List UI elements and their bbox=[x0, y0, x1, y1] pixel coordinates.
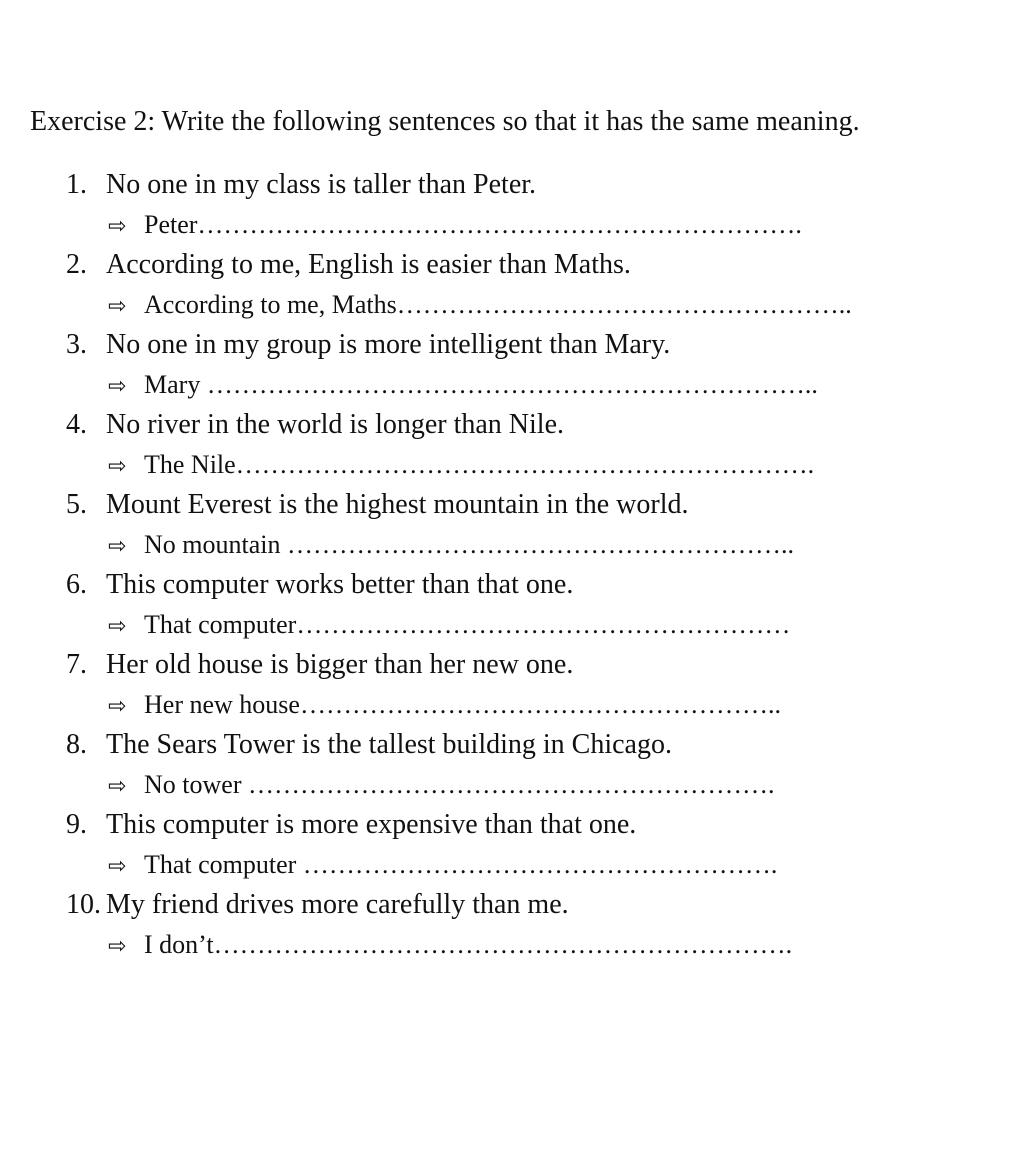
answer-prompt-1: Peter……………………………………………………………. bbox=[144, 210, 802, 239]
answer-prompt-7: Her new house……………………………………………….. bbox=[144, 690, 781, 719]
sentence-8 bbox=[66, 725, 672, 765]
exercise-item-1 bbox=[66, 165, 966, 245]
item-number-6: 6. bbox=[66, 569, 87, 600]
sentence-text-2: According to me, English is easier than Maths. bbox=[106, 249, 631, 280]
answer-line-5 bbox=[108, 525, 794, 565]
item-number-4: 4. bbox=[66, 409, 87, 440]
sentence-4 bbox=[66, 405, 564, 445]
sentence-text-10: My friend drives more carefully than me. bbox=[106, 889, 569, 920]
arrow-icon: ⇨ bbox=[108, 854, 127, 879]
sentence-6 bbox=[66, 565, 573, 605]
sentence-10 bbox=[66, 885, 569, 925]
item-number-7: 7. bbox=[66, 649, 87, 680]
arrow-icon: ⇨ bbox=[108, 214, 127, 239]
exercise-item-4 bbox=[66, 405, 966, 485]
exercise-item-2 bbox=[66, 245, 966, 325]
sentence-2 bbox=[66, 245, 631, 285]
arrow-icon: ⇨ bbox=[108, 534, 127, 559]
answer-prompt-6: That computer………………………………………………… bbox=[144, 610, 791, 639]
exercise-item-5 bbox=[66, 485, 966, 565]
exercise-item-9 bbox=[66, 805, 966, 885]
arrow-icon: ⇨ bbox=[108, 294, 127, 319]
answer-line-2 bbox=[108, 285, 852, 325]
item-number-3: 3. bbox=[66, 329, 87, 360]
sentence-text-6: This computer works better than that one. bbox=[106, 569, 574, 600]
answer-line-9 bbox=[108, 845, 777, 885]
answer-prompt-4: The Nile…………………………………………………………. bbox=[144, 450, 815, 479]
item-number-10: 10. bbox=[66, 889, 101, 920]
answer-line-8 bbox=[108, 765, 774, 805]
sentence-text-9: This computer is more expensive than that one. bbox=[106, 809, 637, 840]
item-number-1: 1. bbox=[66, 169, 87, 200]
answer-prompt-8: No tower ……………………………………………………. bbox=[144, 770, 775, 799]
sentence-7 bbox=[66, 645, 573, 685]
item-number-8: 8. bbox=[66, 729, 87, 760]
sentence-9 bbox=[66, 805, 636, 845]
sentence-5 bbox=[66, 485, 688, 525]
exercise-item-7 bbox=[66, 645, 966, 725]
answer-prompt-3: Mary …………………………………………………………….. bbox=[144, 370, 818, 399]
sentence-text-3: No one in my group is more intelligent than Mary. bbox=[106, 329, 671, 360]
sentence-text-7: Her old house is bigger than her new one. bbox=[106, 649, 574, 680]
exercise-list bbox=[66, 165, 966, 965]
sentence-text-5: Mount Everest is the highest mountain in the world. bbox=[106, 489, 689, 520]
sentence-text-4: No river in the world is longer than Nile. bbox=[106, 409, 565, 440]
answer-line-10 bbox=[108, 925, 792, 965]
exercise-item-10 bbox=[66, 885, 966, 965]
arrow-icon: ⇨ bbox=[108, 774, 127, 799]
answer-line-3 bbox=[108, 365, 818, 405]
answer-prompt-10: I don’t…………………………………………………………. bbox=[144, 930, 793, 959]
exercise-item-3 bbox=[66, 325, 966, 405]
sentence-text-1: No one in my class is taller than Peter. bbox=[106, 169, 537, 200]
answer-line-1 bbox=[108, 205, 802, 245]
answer-line-7 bbox=[108, 685, 781, 725]
item-number-9: 9. bbox=[66, 809, 87, 840]
arrow-icon: ⇨ bbox=[108, 694, 127, 719]
answer-prompt-2: According to me, Maths…………………………………………….. bbox=[144, 290, 852, 319]
arrow-icon: ⇨ bbox=[108, 934, 127, 959]
sentence-text-8: The Sears Tower is the tallest building in Chicago. bbox=[106, 729, 672, 760]
answer-line-6 bbox=[108, 605, 790, 645]
sentence-3 bbox=[66, 325, 670, 365]
arrow-icon: ⇨ bbox=[108, 374, 127, 399]
exercise-item-8 bbox=[66, 725, 966, 805]
item-number-2: 2. bbox=[66, 249, 87, 280]
sentence-1 bbox=[66, 165, 536, 205]
arrow-icon: ⇨ bbox=[108, 454, 127, 479]
answer-prompt-9: That computer ………………………………………………. bbox=[144, 850, 778, 879]
arrow-icon: ⇨ bbox=[108, 614, 127, 639]
item-number-5: 5. bbox=[66, 489, 87, 520]
exercise-item-6 bbox=[66, 565, 966, 645]
answer-line-4 bbox=[108, 445, 814, 485]
answer-prompt-5: No mountain ………………………………………………….. bbox=[144, 530, 794, 559]
exercise-title: Exercise 2: Write the following sentences so that it has the same meaning. bbox=[30, 106, 860, 137]
